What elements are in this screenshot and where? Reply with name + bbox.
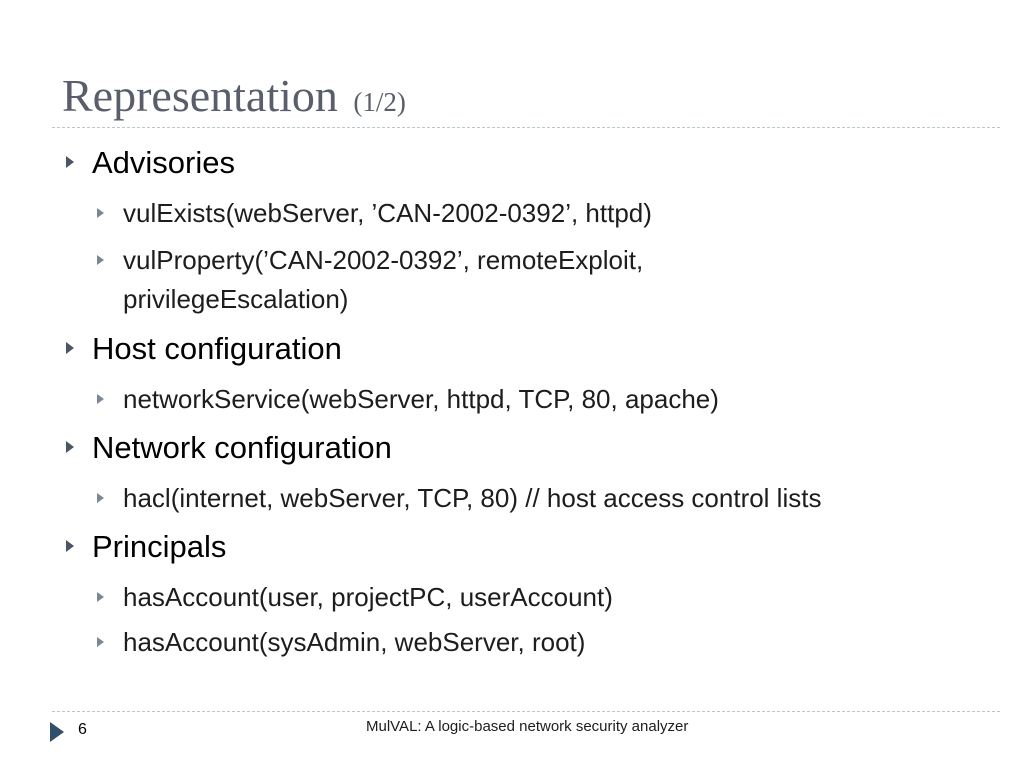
- list-item: [97, 627, 585, 658]
- footer-arrow-icon: [50, 722, 64, 742]
- list-item-continuation: privilegeEscalation): [123, 284, 349, 314]
- page-number: 6: [78, 721, 87, 738]
- section-heading-label: Network configuration: [92, 430, 392, 465]
- list-item-text: hacl(internet, webServer, TCP, 80) // host access control lists: [123, 483, 822, 513]
- footer-text: MulVAL: A logic-based network security analyzer: [366, 718, 689, 735]
- bullet-arrow-icon: [66, 540, 74, 552]
- section-heading-host-configuration: [66, 331, 342, 367]
- section-heading-network-configuration: [66, 430, 392, 466]
- section-heading-label: Host configuration: [92, 331, 342, 366]
- list-item-text: hasAccount(user, projectPC, userAccount): [123, 582, 613, 612]
- section-heading-label: Principals: [92, 529, 227, 564]
- slide-title-sub: (1/2): [353, 87, 406, 117]
- list-item: [97, 483, 821, 514]
- sub-bullet-arrow-icon: [97, 255, 104, 265]
- section-heading-principals: [66, 529, 226, 565]
- slide-title-main: Representation: [62, 70, 338, 121]
- list-item-text: hasAccount(sysAdmin, webServer, root): [123, 627, 586, 657]
- footer-divider: [52, 711, 1000, 712]
- section-heading-advisories: [66, 145, 235, 181]
- section-heading-label: Advisories: [92, 145, 235, 180]
- list-item: [97, 198, 652, 229]
- sub-bullet-arrow-icon: [97, 493, 104, 503]
- bullet-arrow-icon: [66, 342, 74, 354]
- list-item: [97, 582, 613, 613]
- list-item: [97, 384, 719, 415]
- sub-bullet-arrow-icon: [97, 637, 104, 647]
- list-item: [97, 245, 643, 276]
- list-item-text: vulExists(webServer, ’CAN-2002-0392’, httpd): [123, 198, 652, 228]
- list-item-text: vulProperty(’CAN-2002-0392’, remoteExploit,: [123, 245, 644, 275]
- sub-bullet-arrow-icon: [97, 208, 104, 218]
- sub-bullet-arrow-icon: [97, 394, 104, 404]
- sub-bullet-arrow-icon: [97, 592, 104, 602]
- list-item-text: networkService(webServer, httpd, TCP, 80, apache): [123, 384, 719, 414]
- bullet-arrow-icon: [66, 441, 74, 453]
- bullet-arrow-icon: [66, 156, 74, 168]
